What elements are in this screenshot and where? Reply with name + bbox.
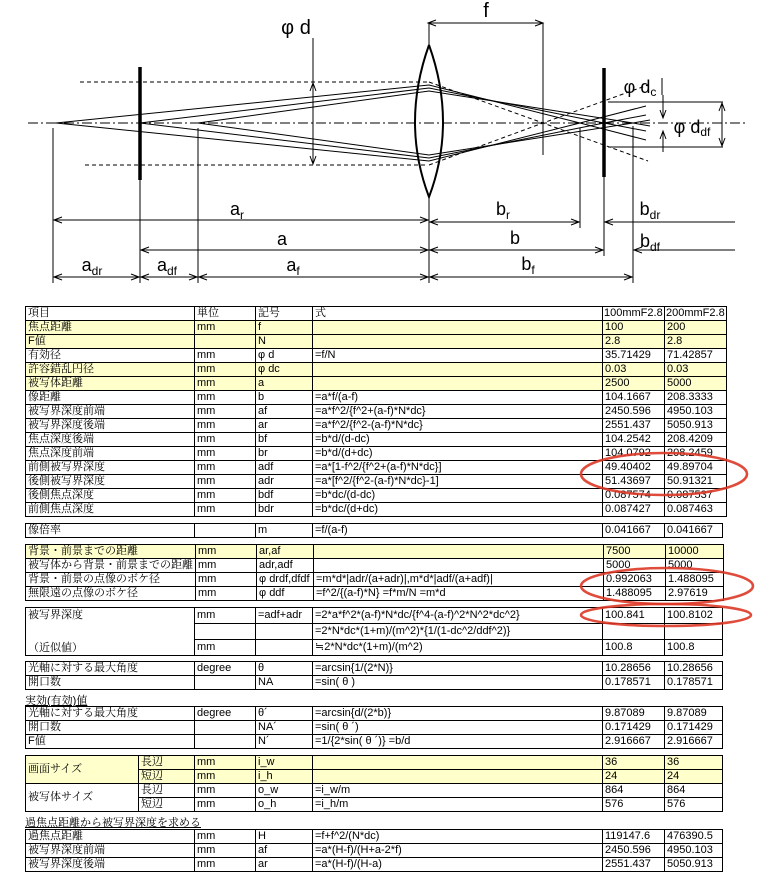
cell-value-100mm: 864 [603, 784, 665, 798]
cell-item-group: 画面サイズ [26, 756, 139, 784]
cell-symbol: ar [256, 419, 313, 433]
cell-symbol: o_h [256, 798, 313, 812]
cell-unit [195, 524, 256, 538]
cell-unit [195, 335, 256, 349]
cell-unit [195, 624, 256, 640]
cell-item: 被写界深度前端 [26, 844, 195, 858]
cell-formula: =a*(H-f)/(H+a-2*f) [313, 844, 603, 858]
cell-value-100mm: 104.2542 [603, 433, 665, 447]
cell-symbol: af [256, 844, 313, 858]
cell-symbol: adr,adf [257, 559, 314, 573]
cell-value-200mm: 5000 [665, 377, 727, 391]
cell-symbol: ar,af [257, 545, 314, 559]
table-row [26, 419, 727, 433]
cell-subitem: 短辺 [139, 770, 195, 784]
cell-item: 焦点深度後端 [26, 433, 195, 447]
cell-item: 被写界深度後端 [26, 419, 195, 433]
cell-value-200mm: 4950.103 [665, 405, 727, 419]
table-row [26, 756, 723, 770]
cell-unit [195, 676, 256, 690]
cell-value-100mm: 5000 [604, 559, 666, 573]
cell-value-200mm: 5000 [666, 559, 724, 573]
cell-unit: mm [195, 405, 256, 419]
col-header-item: 項目 [26, 307, 195, 321]
table-row [26, 349, 727, 363]
cell-unit: mm [196, 587, 257, 601]
cell-value-200mm: 2.8 [665, 335, 727, 349]
cell-value-100mm: 2551.437 [603, 419, 665, 433]
cell-symbol: ar [256, 858, 313, 872]
cell-unit: mm [195, 608, 256, 624]
cell-formula: =i_h/m [313, 798, 603, 812]
cell-value-200mm: 1.488095 [666, 573, 724, 587]
table-hyperfocal [25, 829, 723, 872]
cell-value-100mm: 2.916667 [603, 735, 665, 749]
cell-symbol: bdf [256, 489, 313, 503]
cell-unit: mm [195, 784, 256, 798]
cell-item: 被写界深度前端 [26, 405, 195, 419]
cell-unit: mm [195, 830, 256, 844]
cell-symbol: i_w [256, 756, 313, 770]
cell-value-100mm: 104.1667 [603, 391, 665, 405]
section-label-hyperfocal: 過焦点距離から被写界深度を求める [25, 817, 201, 829]
cell-item: 後側被写界深度 [26, 475, 195, 489]
cell-item: 焦点深度前端 [26, 447, 195, 461]
cell-symbol: θ [256, 662, 313, 676]
cell-value-200mm: 476390.5 [665, 830, 723, 844]
dim-label-ar: $a_r$ [229, 199, 245, 222]
cell-value-200mm: 864 [665, 784, 723, 798]
cell-item: 開口数 [26, 676, 195, 690]
cell-value-100mm: 10.28656 [603, 662, 665, 676]
cell-symbol: bdr [256, 503, 313, 517]
table-main [25, 306, 727, 517]
cell-item: 許容錯乱円径 [26, 363, 195, 377]
cell-value-200mm: 0.171429 [665, 721, 723, 735]
cell-value-200mm: 0.087537 [665, 489, 727, 503]
cell-item: F値 [26, 335, 195, 349]
cell-item-approx: （近似値） [28, 641, 83, 654]
cell-value-100mm [603, 624, 665, 640]
dim-label-a: a [276, 229, 288, 249]
cell-item: 被写体から背景・前景までの距離 [26, 559, 196, 573]
cell-formula: =sin( θ ´) [313, 721, 603, 735]
cell-value-200mm: 2.97619 [666, 587, 724, 601]
cell-formula: =f^2/{(a-f)*N} =f*m/N =m*d [314, 587, 604, 601]
cell-value-100mm: 24 [603, 770, 665, 784]
cell-value-200mm: 0.087463 [665, 503, 727, 517]
cell-unit [195, 721, 256, 735]
cell-formula: =a*[f^2/{f^2-(a-f)*N*dc}-1] [313, 475, 603, 489]
dim-label-bf: $b_f$ [521, 254, 535, 277]
cell-symbol: NA [256, 676, 313, 690]
cell-item: 前側被写界深度 [26, 461, 195, 475]
cell-value-100mm: 2551.437 [603, 858, 665, 872]
table-row [26, 489, 727, 503]
cell-symbol: φ ddf [257, 587, 314, 601]
cell-symbol: br [256, 447, 313, 461]
cell-unit: mm [195, 858, 256, 872]
table-dof-total [25, 607, 723, 656]
cell-symbol: a [256, 377, 313, 391]
cell-formula: =a*f/(a-f) [313, 391, 603, 405]
cell-symbol: af [256, 405, 313, 419]
lens [415, 45, 443, 197]
table-row [26, 475, 727, 489]
cell-value-100mm: 0.171429 [603, 721, 665, 735]
cell-value-100mm: 36 [603, 756, 665, 770]
cell-symbol: f [256, 321, 313, 335]
cell-formula [314, 545, 604, 559]
table-sizes [25, 755, 723, 812]
cell-value-200mm: 100.8102 [665, 608, 723, 624]
cell-symbol: o_w [256, 784, 313, 798]
cell-formula [313, 321, 603, 335]
table-row [26, 335, 727, 349]
cell-formula [313, 756, 603, 770]
cell-unit: mm [195, 844, 256, 858]
cell-symbol: H [256, 830, 313, 844]
cell-item: 像距離 [26, 391, 195, 405]
table-row [26, 707, 723, 721]
cell-formula [313, 363, 603, 377]
cell-symbol: φ drdf,dfdf [257, 573, 314, 587]
ray-dashed [429, 82, 648, 161]
cell-value-100mm: 119147.6 [603, 830, 665, 844]
ray [140, 115, 646, 158]
table-row [26, 433, 727, 447]
col-header-formula: 式 [313, 307, 603, 321]
cell-formula [313, 770, 603, 784]
col-header-unit: 単位 [195, 307, 256, 321]
cell-item: 被写体距離 [26, 377, 195, 391]
cell-value-100mm: 100 [603, 321, 665, 335]
cell-symbol: b [256, 391, 313, 405]
cell-symbol: φ dc [256, 363, 313, 377]
table-row [26, 545, 724, 559]
cell-unit: mm [195, 363, 256, 377]
cell-formula: =arcsin{1/(2*N)} [313, 662, 603, 676]
cell-formula: =f/N [313, 349, 603, 363]
table-row [26, 587, 724, 601]
cell-value-200mm: 576 [665, 798, 723, 812]
cell-value-200mm [665, 624, 723, 640]
dim-label-bdf: $b_{df}$ [639, 231, 661, 254]
cell-value-100mm: 100.8 [603, 640, 665, 656]
cell-formula: =a*f^2/{f^2+(a-f)*N*dc} [313, 405, 603, 419]
table-row [26, 662, 723, 676]
cell-item-group [26, 608, 195, 656]
cell-value-100mm: 104.0792 [603, 447, 665, 461]
dim-label-br: $b_r$ [495, 199, 511, 222]
cell-unit: mm [195, 377, 256, 391]
cell-symbol: N [256, 335, 313, 349]
cell-subitem: 短辺 [139, 798, 195, 812]
table-effective-values [25, 706, 723, 749]
table-row [26, 721, 723, 735]
cell-symbol [256, 640, 313, 656]
dim-label-phi-dc: φ dc [623, 77, 657, 99]
cell-formula: =f/(a-f) [313, 524, 603, 538]
cell-unit: degree [195, 662, 256, 676]
table-row [26, 321, 727, 335]
cell-value-100mm: 51.43697 [603, 475, 665, 489]
cell-symbol: adf [256, 461, 313, 475]
cell-formula: =2*a*f^2*(a-f)*N*dc/{f^4-(a-f)^2*N^2*dc^2} [313, 608, 603, 624]
section-label-effective: 実効(有効)値 [25, 695, 88, 707]
cell-formula: =m*d*|adr/(a+adr)|,m*d*|adf/(a+adf)| [314, 573, 604, 587]
table-row [26, 363, 727, 377]
cell-symbol [256, 624, 313, 640]
cell-formula [313, 335, 603, 349]
cell-item: 背景・前景までの距離 [26, 545, 196, 559]
cell-value-200mm: 10.28656 [665, 662, 723, 676]
cell-value-200mm: 24 [665, 770, 723, 784]
cell-symbol: =adf+adr [256, 608, 313, 624]
table-row [26, 858, 723, 872]
cell-item: F値 [26, 735, 195, 749]
cell-item: 後側焦点深度 [26, 489, 195, 503]
table-row [26, 784, 723, 798]
cell-value-200mm: 36 [665, 756, 723, 770]
cell-formula: =2*N*dc*(1+m)/(m^2)*{1/(1-dc^2/ddf^2)} [313, 624, 603, 640]
dim-label-af: $a_f$ [286, 255, 300, 278]
col-header-100mm: 100mmF2.8 [604, 307, 663, 319]
cell-unit: mm [196, 573, 257, 587]
cell-unit: mm [196, 559, 257, 573]
cell-unit: mm [195, 756, 256, 770]
cell-item: 焦点距離 [26, 321, 195, 335]
table-row [26, 608, 723, 624]
cell-value-100mm: 576 [603, 798, 665, 812]
cell-value-100mm: 0.041667 [603, 524, 665, 538]
cell-value-200mm: 71.42857 [665, 349, 727, 363]
cell-formula: =a*[1-f^2/{f^2+(a-f)*N*dc}] [313, 461, 603, 475]
table-header-row [26, 307, 727, 321]
table-row [26, 377, 727, 391]
table-row [26, 844, 723, 858]
dim-label-phi-d: φ d [281, 17, 311, 39]
dim-label-phi-ddf: φ ddf [673, 117, 711, 139]
cell-value-200mm: 4950.103 [665, 844, 723, 858]
cell-symbol: φ d [256, 349, 313, 363]
cell-item: 背景・前景の点像のボケ径 [26, 573, 196, 587]
cell-item: 無限遠の点像のボケ径 [26, 587, 196, 601]
cell-item: 被写界深度後端 [26, 858, 195, 872]
cell-formula: ≒2*N*dc*(1+m)/(m^2) [313, 640, 603, 656]
cell-formula [314, 559, 604, 573]
cell-unit: mm [195, 391, 256, 405]
cell-subitem: 長辺 [139, 756, 195, 770]
cell-value-200mm: 0.041667 [665, 524, 723, 538]
cell-value-100mm: 49.40402 [603, 461, 665, 475]
cell-value-100mm: 2.8 [603, 335, 665, 349]
cell-item: 有効径 [26, 349, 195, 363]
cell-unit: mm [195, 640, 256, 656]
table-aperture-angle [25, 661, 723, 690]
table-row [26, 559, 724, 573]
cell-formula: =a*f^2/{f^2-(a-f)*N*dc} [313, 419, 603, 433]
cell-value-200mm: 0.03 [665, 363, 727, 377]
cell-value-200mm: 200 [665, 321, 727, 335]
cell-value-200mm: 10000 [666, 545, 724, 559]
cell-formula: =1/{2*sin( θ ´)} =b/d [313, 735, 603, 749]
ray [140, 88, 646, 131]
table-row [26, 524, 723, 538]
cell-value-200mm: 208.3333 [665, 391, 727, 405]
cell-symbol: adr [256, 475, 313, 489]
optical-diagram [0, 0, 760, 300]
cell-formula: =i_w/m [313, 784, 603, 798]
cell-value-100mm: 2450.596 [603, 405, 665, 419]
cell-value-100mm: 1.488095 [604, 587, 666, 601]
cell-value-200mm: 2.916667 [665, 735, 723, 749]
cell-formula: =sin( θ ) [313, 676, 603, 690]
cell-unit: mm [196, 545, 257, 559]
cell-symbol: bf [256, 433, 313, 447]
cell-item-group: 被写体サイズ [26, 784, 139, 812]
cell-unit: mm [195, 798, 256, 812]
cell-item: 前側焦点深度 [26, 503, 195, 517]
table-row [26, 830, 723, 844]
cell-value-200mm: 0.178571 [665, 676, 723, 690]
dim-label-bdr: $b_{dr}$ [639, 199, 661, 222]
cell-formula: =b*d/(d-dc) [313, 433, 603, 447]
cell-value-200mm: 49.89704 [665, 461, 727, 475]
cell-unit: mm [195, 503, 256, 517]
cell-item: 過焦点距離 [26, 830, 195, 844]
cell-formula: =a*(H-f)/(H-a) [313, 858, 603, 872]
cell-value-200mm: 100.8 [665, 640, 723, 656]
cell-item: 像倍率 [26, 524, 195, 538]
cell-unit: mm [195, 419, 256, 433]
col-header-symbol: 記号 [256, 307, 313, 321]
dim-label-adf: $a_{df}$ [156, 255, 178, 278]
cell-symbol: θ´ [256, 707, 313, 721]
cell-unit: mm [195, 321, 256, 335]
table-magnification [25, 523, 723, 538]
cell-symbol: i_h [256, 770, 313, 784]
table-row [26, 573, 724, 587]
cell-item: 被写界深度 [28, 608, 83, 621]
cell-value-100mm: 0.087574 [603, 489, 665, 503]
cell-unit: mm [195, 489, 256, 503]
cell-value-200mm: 9.87089 [665, 707, 723, 721]
cell-symbol: N´ [256, 735, 313, 749]
cell-unit: mm [195, 475, 256, 489]
table-row [26, 405, 727, 419]
table-row [26, 391, 727, 405]
cell-value-200mm: 208.2459 [665, 447, 727, 461]
cell-formula: =b*dc/(d+dc) [313, 503, 603, 517]
table-row [26, 676, 723, 690]
cell-value-100mm: 0.178571 [603, 676, 665, 690]
cell-value-100mm: 0.087427 [603, 503, 665, 517]
cell-value-100mm: 9.87089 [603, 707, 665, 721]
cell-formula [313, 377, 603, 391]
cell-value-100mm: 2500 [603, 377, 665, 391]
dim-label-f: f [483, 0, 489, 22]
cell-item: 開口数 [26, 721, 195, 735]
cell-item: 光軸に対する最大角度 [26, 707, 195, 721]
cell-unit [195, 735, 256, 749]
cell-formula: =arcsin{d/(2*b)} [313, 707, 603, 721]
cell-subitem: 長辺 [139, 784, 195, 798]
cell-unit: mm [195, 447, 256, 461]
cell-item: 光軸に対する最大角度 [26, 662, 195, 676]
cell-formula: =f+f^2/(N*dc) [313, 830, 603, 844]
cell-value-100mm: 0.03 [603, 363, 665, 377]
cell-value-200mm: 208.4209 [665, 433, 727, 447]
cell-formula: =b*dc/(d-dc) [313, 489, 603, 503]
cell-unit: mm [195, 770, 256, 784]
cell-value-200mm: 5050.913 [665, 858, 723, 872]
table-row [26, 503, 727, 517]
cell-value-100mm: 100.841 [603, 608, 665, 624]
cell-unit: mm [195, 349, 256, 363]
cell-unit: mm [195, 461, 256, 475]
cell-value-200mm: 5050.913 [665, 419, 727, 433]
table-background-blur [25, 544, 724, 601]
col-header-200mm: 200mmF2.8 [666, 307, 725, 319]
cell-value-100mm: 0.992063 [604, 573, 666, 587]
cell-value-100mm: 35.71429 [603, 349, 665, 363]
cell-unit: degree [195, 707, 256, 721]
cell-formula: =b*d/(d+dc) [313, 447, 603, 461]
cell-unit: mm [195, 433, 256, 447]
cell-symbol: NA´ [256, 721, 313, 735]
cell-value-100mm: 7500 [604, 545, 666, 559]
cell-value-200mm: 50.91321 [665, 475, 727, 489]
cell-symbol: m [256, 524, 313, 538]
dim-label-b: b [509, 228, 521, 248]
table-row [26, 461, 727, 475]
table-row [26, 447, 727, 461]
cell-value-100mm: 2450.596 [603, 844, 665, 858]
table-row [26, 735, 723, 749]
dim-label-adr: $a_{dr}$ [81, 255, 103, 278]
